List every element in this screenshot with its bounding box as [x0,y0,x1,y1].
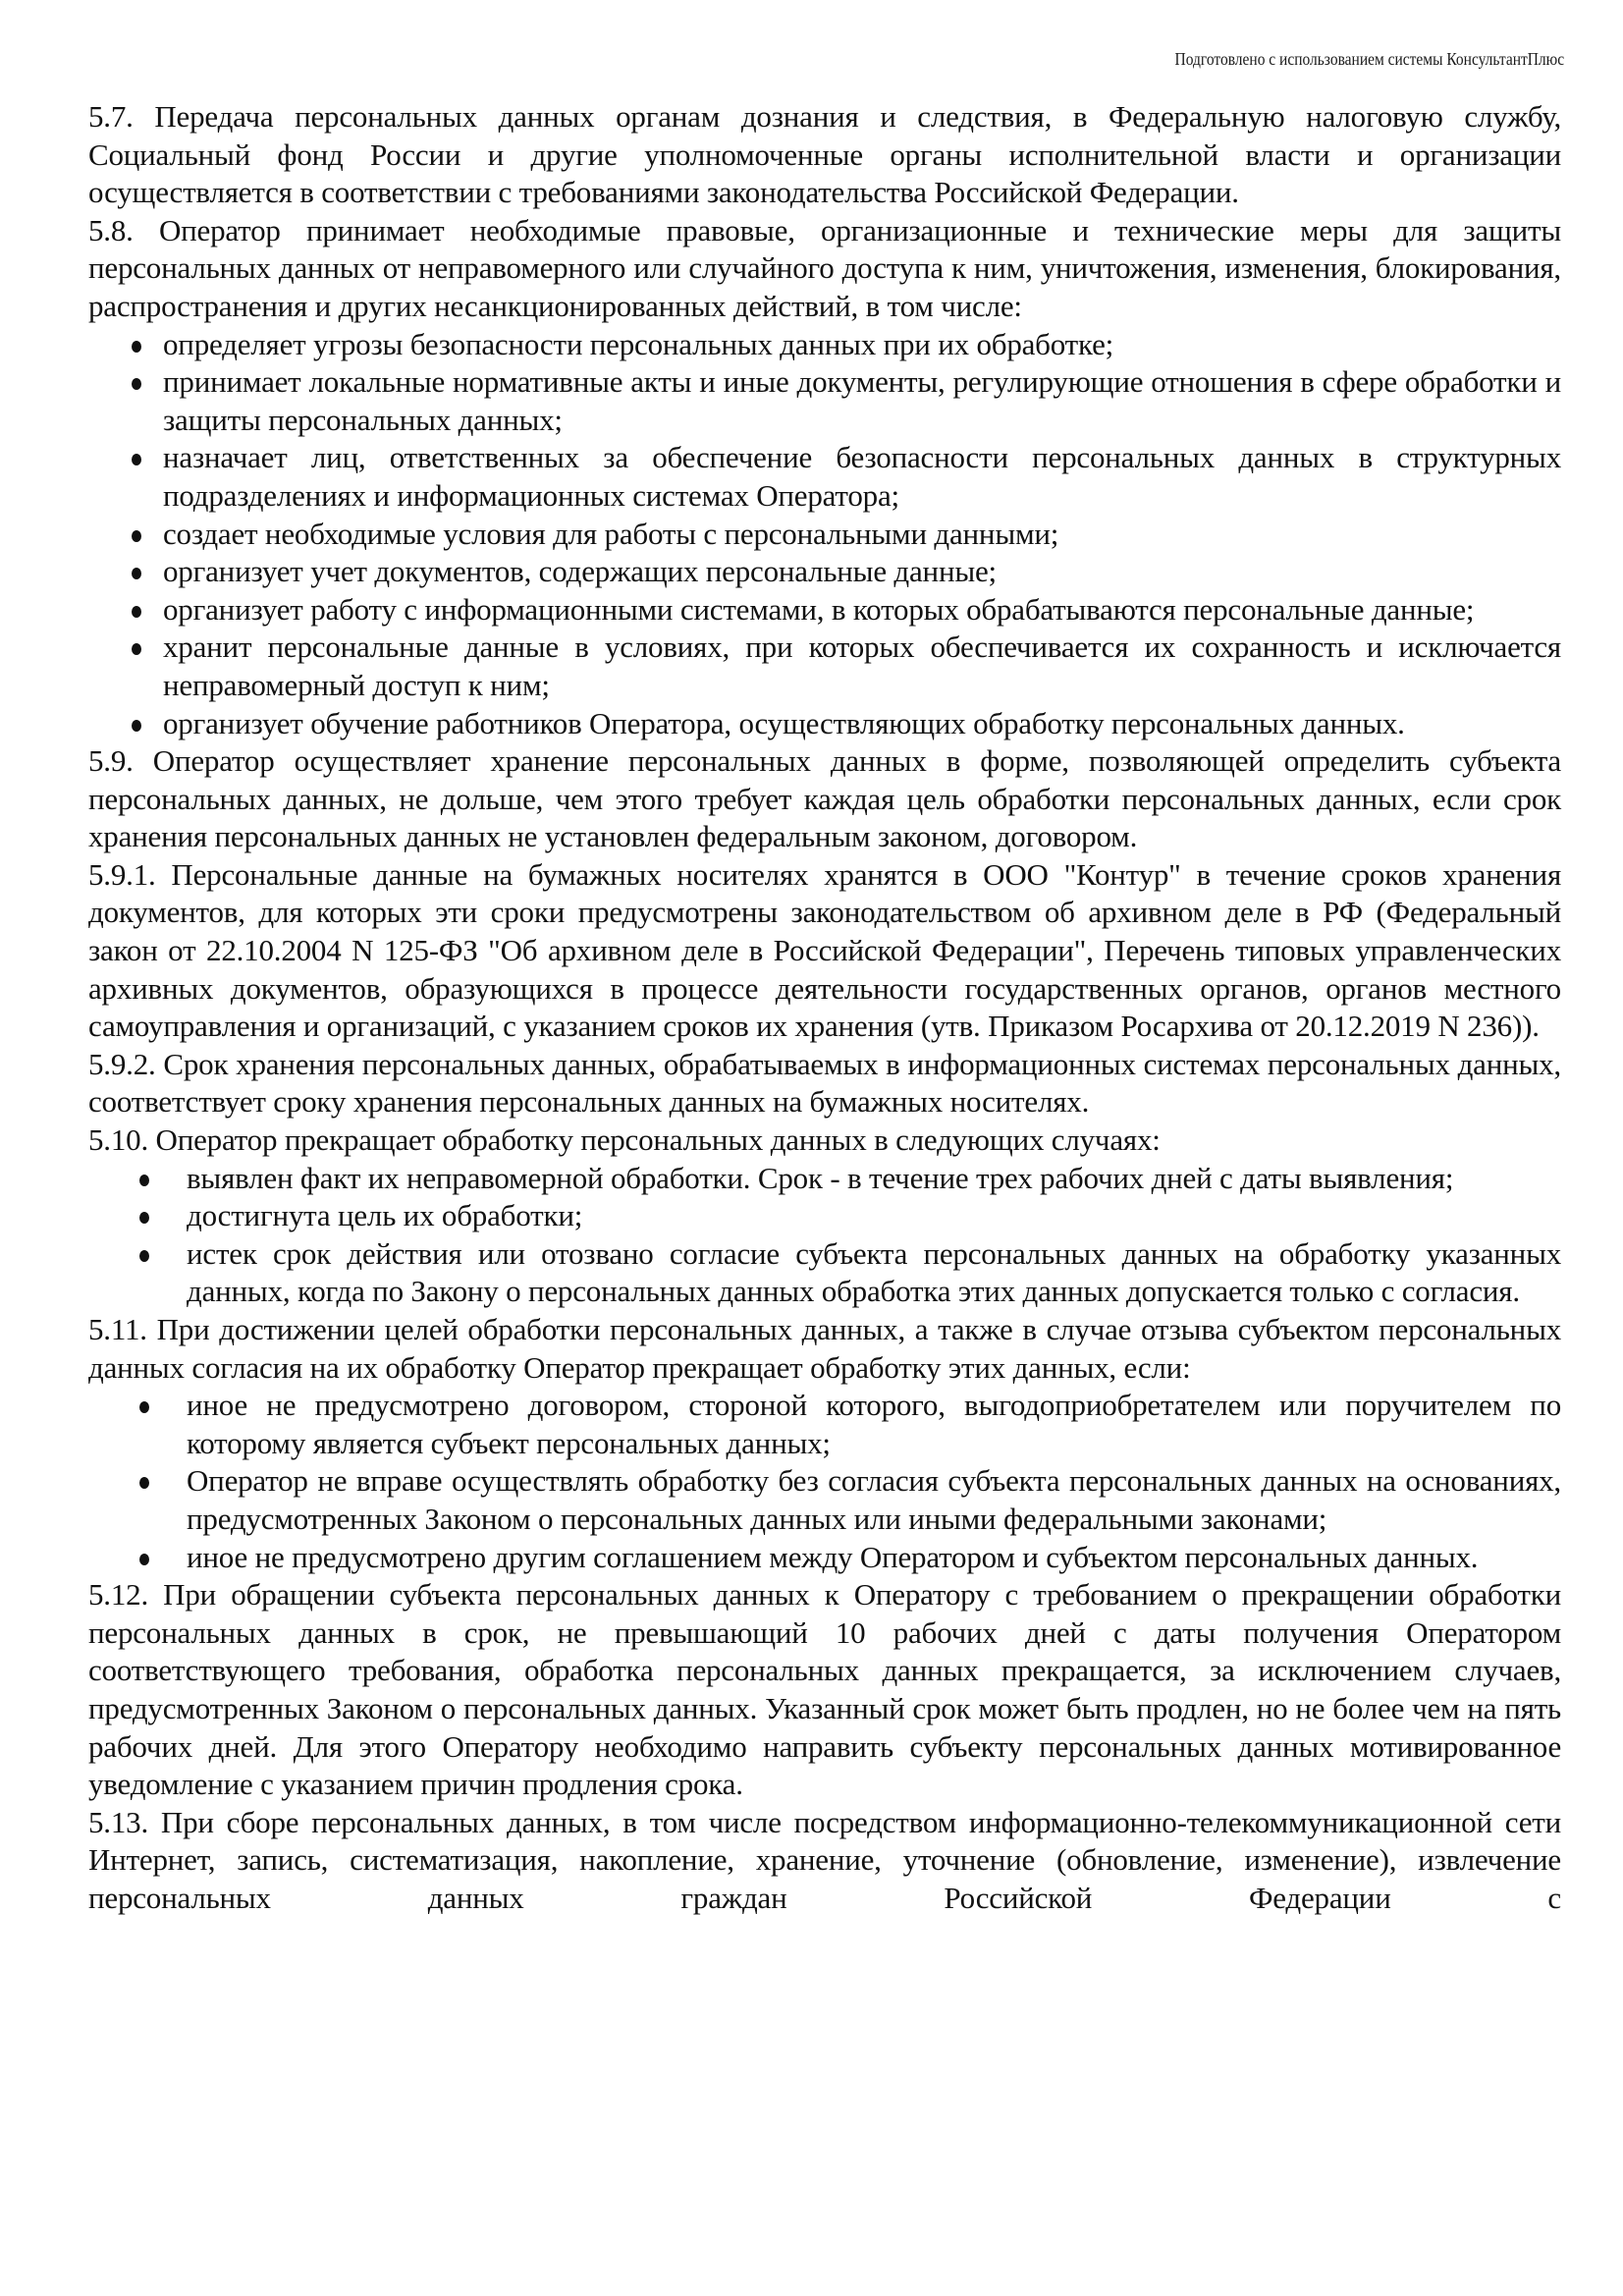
section-5-8-list [88,326,1561,743]
list-item: достигнута цель их обработки; [88,1197,1561,1235]
bullet-icon [132,341,141,353]
section-5-7: 5.7. Передача персональных данных органам дознания и следствия, в Федеральную налоговую службу, Социальный фонд России и другие уполномоченные органы исполнительной власти и организации осуществляется в соответствии с требованиями законодательства Российской Федерации. [88,99,1561,210]
bullet-icon [139,1401,149,1413]
bullet-icon [139,1175,149,1186]
document-body [88,98,1561,1918]
bullet-icon [132,378,141,390]
list-item: определяет угрозы безопасности персональных данных при их обработке; [88,326,1561,364]
bullet-icon [132,643,141,655]
bullet-icon [132,530,141,542]
bullet-icon [132,720,141,732]
list-item: Оператор не вправе осуществлять обработку без согласия субъекта персональных данных на основаниях, предусмотренных Законом о персональных данных или иными федеральными законами; [88,1462,1561,1538]
section-5-9-2: 5.9.2. Срок хранения персональных данных, обрабатываемых в информационных системах персональных данных, соответствует сроку хранения персональных данных на бумажных носителях. [88,1046,1561,1120]
list-item: назначает лиц, ответственных за обеспечение безопасности персональных данных в структурных подразделениях и информационных системах Оператора; [88,439,1561,515]
list-item: выявлен факт их неправомерной обработки. Срок - в течение трех рабочих дней с даты выявления; [88,1160,1561,1198]
bullet-icon [139,1477,149,1489]
section-5-9: 5.9. Оператор осуществляет хранение персональных данных в форме, позволяющей определить субъекта персональных данных, не дольше, чем этого требует каждая цель обработки персональных данных, если срок хранения персональных данных не установлен федеральным законом, договором. [88,743,1561,854]
bullet-icon [139,1250,149,1262]
list-item: иное не предусмотрено договором, стороной которого, выгодоприобретателем или поручителем по которому является субъект персональных данных; [88,1387,1561,1462]
list-item: организует работу с информационными системами, в которых обрабатываются персональные данные; [88,591,1561,629]
section-5-8: 5.8. Оператор принимает необходимые правовые, организационные и технические меры для защиты персональных данных от неправомерного или случайного доступа к ним, уничтожения, изменения, блокирования, распространения и других несанкционированных действий, в том числе: [88,212,1561,323]
bullet-icon [132,568,141,579]
list-item: организует обучение работников Оператора, осуществляющих обработку персональных данных. [88,705,1561,743]
list-item: принимает локальные нормативные акты и иные документы, регулирующие отношения в сфере обработки и защиты персональных данных; [88,363,1561,439]
section-5-9-1: 5.9.1. Персональные данные на бумажных носителях хранятся в ООО "Контур" в течение сроков хранения документов, для которых эти сроки предусмотрены законодательством об архивном деле в РФ (Федеральный закон от 22.10.2004 N 125-ФЗ "Об архивном деле в Российской Федерации", Перечень типовых управленческих архивных документов, образующихся в процессе деятельности государственных органов, органов местного самоуправления и организаций, с указанием сроков их хранения (утв. Приказом Росархива от 20.12.2019 N 236)). [88,856,1561,1044]
bullet-icon [139,1212,149,1224]
section-5-11-list [88,1387,1561,1576]
list-item: истек срок действия или отозвано согласие субъекта персональных данных на обработку указанных данных, когда по Закону о персональных данных обработка этих данных допускается только с согласия. [88,1235,1561,1311]
list-item: создает необходимые условия для работы с персональными данными; [88,516,1561,554]
section-5-10: 5.10. Оператор прекращает обработку персональных данных в следующих случаях: [88,1122,1161,1158]
section-5-12: 5.12. При обращении субъекта персональных данных к Оператору с требованием о прекращении обработки персональных данных в срок, не превышающий 10 рабочих дней с даты получения Оператором соответствующего требования, обработка персональных данных прекращается, за исключением случаев, предусмотренных Законом о персональных данных. Указанный срок может быть продлен, но не более чем на пять рабочих дней. Для этого Оператору необходимо направить субъекту персональных данных мотивированное уведомление с указанием причин продления срока. [88,1577,1561,1802]
list-item: иное не предусмотрено другим соглашением между Оператором и субъектом персональных данных. [88,1539,1561,1577]
section-5-13: 5.13. При сборе персональных данных, в том числе посредством информационно-телекоммуникационной сети Интернет, запись, систематизация, накопление, хранение, уточнение (обновление, изменение), извлечение персональных данных граждан Российской Федерации с [88,1804,1561,1915]
bullet-icon [132,454,141,465]
section-5-11: 5.11. При достижении целей обработки персональных данных, а также в случае отзыва субъектом персональных данных согласия на их обработку Оператор прекращает обработку этих данных, если: [88,1312,1561,1385]
bullet-icon [132,606,141,618]
page-header-consultantplus: Подготовлено с использованием системы КонсультантПлюс [1174,49,1564,69]
bullet-icon [139,1554,149,1565]
list-item: хранит персональные данные в условиях, при которых обеспечивается их сохранность и исключается неправомерный доступ к ним; [88,629,1561,704]
list-item: организует учет документов, содержащих персональные данные; [88,553,1561,591]
section-5-10-list [88,1160,1561,1311]
